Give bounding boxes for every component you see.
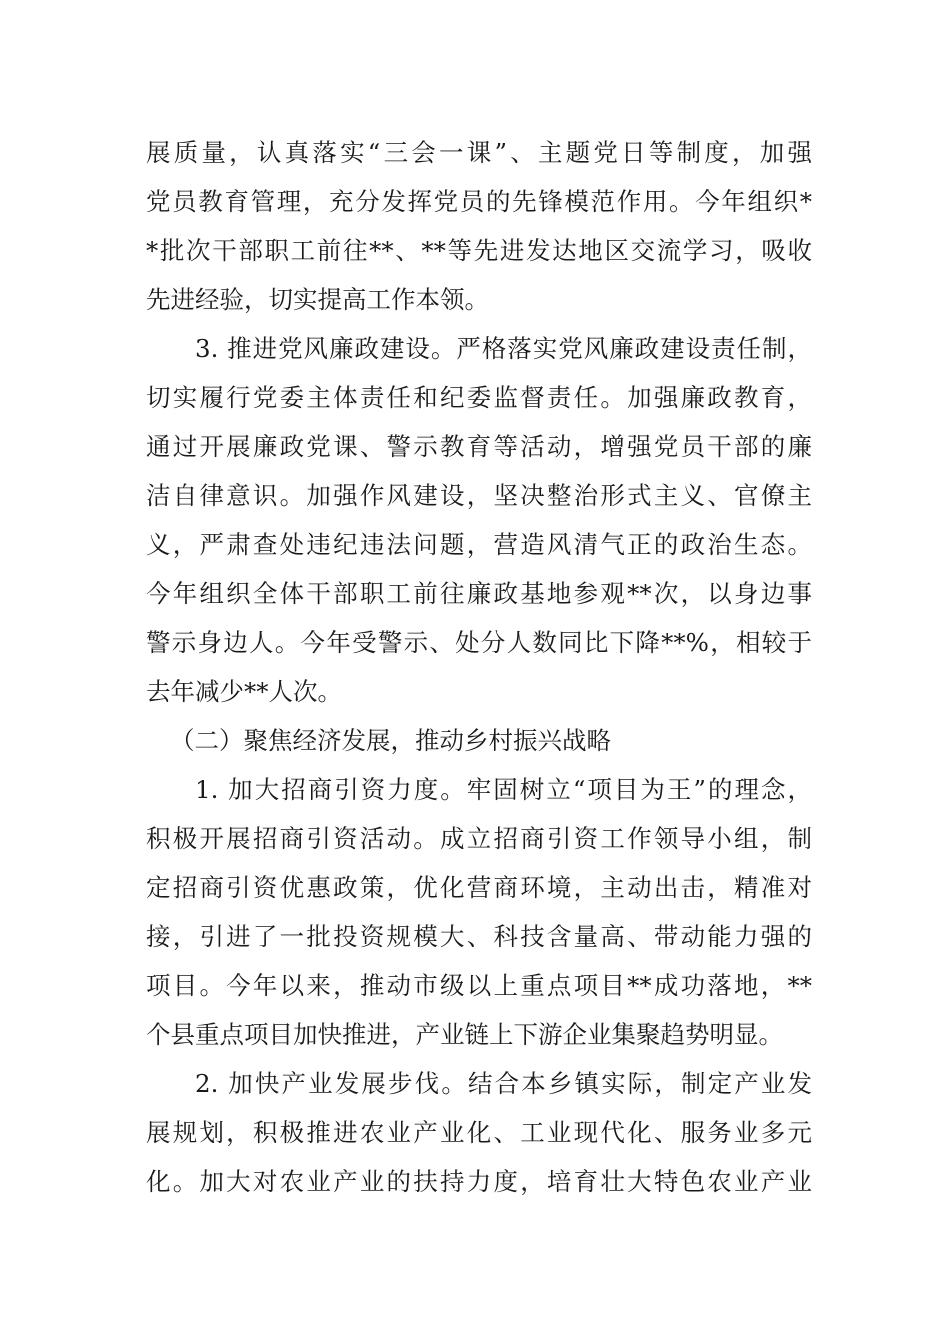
paragraph-line: 定招商引资优惠政策，优化营商环境，主动出击，精准对 [146,873,812,902]
paragraph-line: 接，引进了一批投资规模大、科技含量高、带动能力强的 [146,922,812,951]
paragraph-line: *批次干部职工前往**、**等先进发达地区交流学习，吸收 [146,236,812,265]
paragraph-line: 积极开展招商引资活动。成立招商引资工作领导小组，制 [146,824,812,853]
paragraph-line: 1. 加大招商引资力度。牢固树立“项目为王”的理念， [195,775,812,804]
paragraph-line: 先进经验，切实提高工作本领。 [146,285,489,314]
paragraph-line: 展规划，积极推进农业产业化、工业现代化、服务业多元 [146,1118,812,1147]
paragraph-line: 义，严肃查处违纪违法问题，营造风清气正的政治生态。 [146,530,812,559]
document-body [146,128,812,1206]
paragraph-line: 个县重点项目加快推进，产业链上下游企业集聚趋势明显。 [146,1020,783,1049]
paragraph-line: 切实履行党委主体责任和纪委监督责任。加强廉政教育， [146,383,812,412]
paragraph-line: 3. 推进党风廉政建设。严格落实党风廉政建设责任制， [195,334,812,363]
section-heading: （二）聚焦经济发展，推动乡村振兴战略 [170,726,611,755]
paragraph-line: 警示身边人。今年受警示、处分人数同比下降**%，相较于 [146,628,812,657]
paragraph-line: 展质量，认真落实“三会一课”、主题党日等制度，加强 [146,138,812,167]
paragraph-line: 党员教育管理，充分发挥党员的先锋模范作用。今年组织* [146,187,812,216]
paragraph-line: 项目。今年以来，推动市级以上重点项目**成功落地，** [146,971,812,1000]
paragraph-line: 今年组织全体干部职工前往廉政基地参观**次，以身边事 [146,579,812,608]
paragraph-line: 洁自律意识。加强作风建设，坚决整治形式主义、官僚主 [146,481,812,510]
paragraph-line: 化。加大对农业产业的扶持力度，培育壮大特色农业产业 [146,1167,812,1196]
paragraph-line: 通过开展廉政党课、警示教育等活动，增强党员干部的廉 [146,432,812,461]
paragraph-line: 2. 加快产业发展步伐。结合本乡镇实际，制定产业发 [195,1069,812,1098]
paragraph-line: 去年减少**人次。 [146,677,342,706]
